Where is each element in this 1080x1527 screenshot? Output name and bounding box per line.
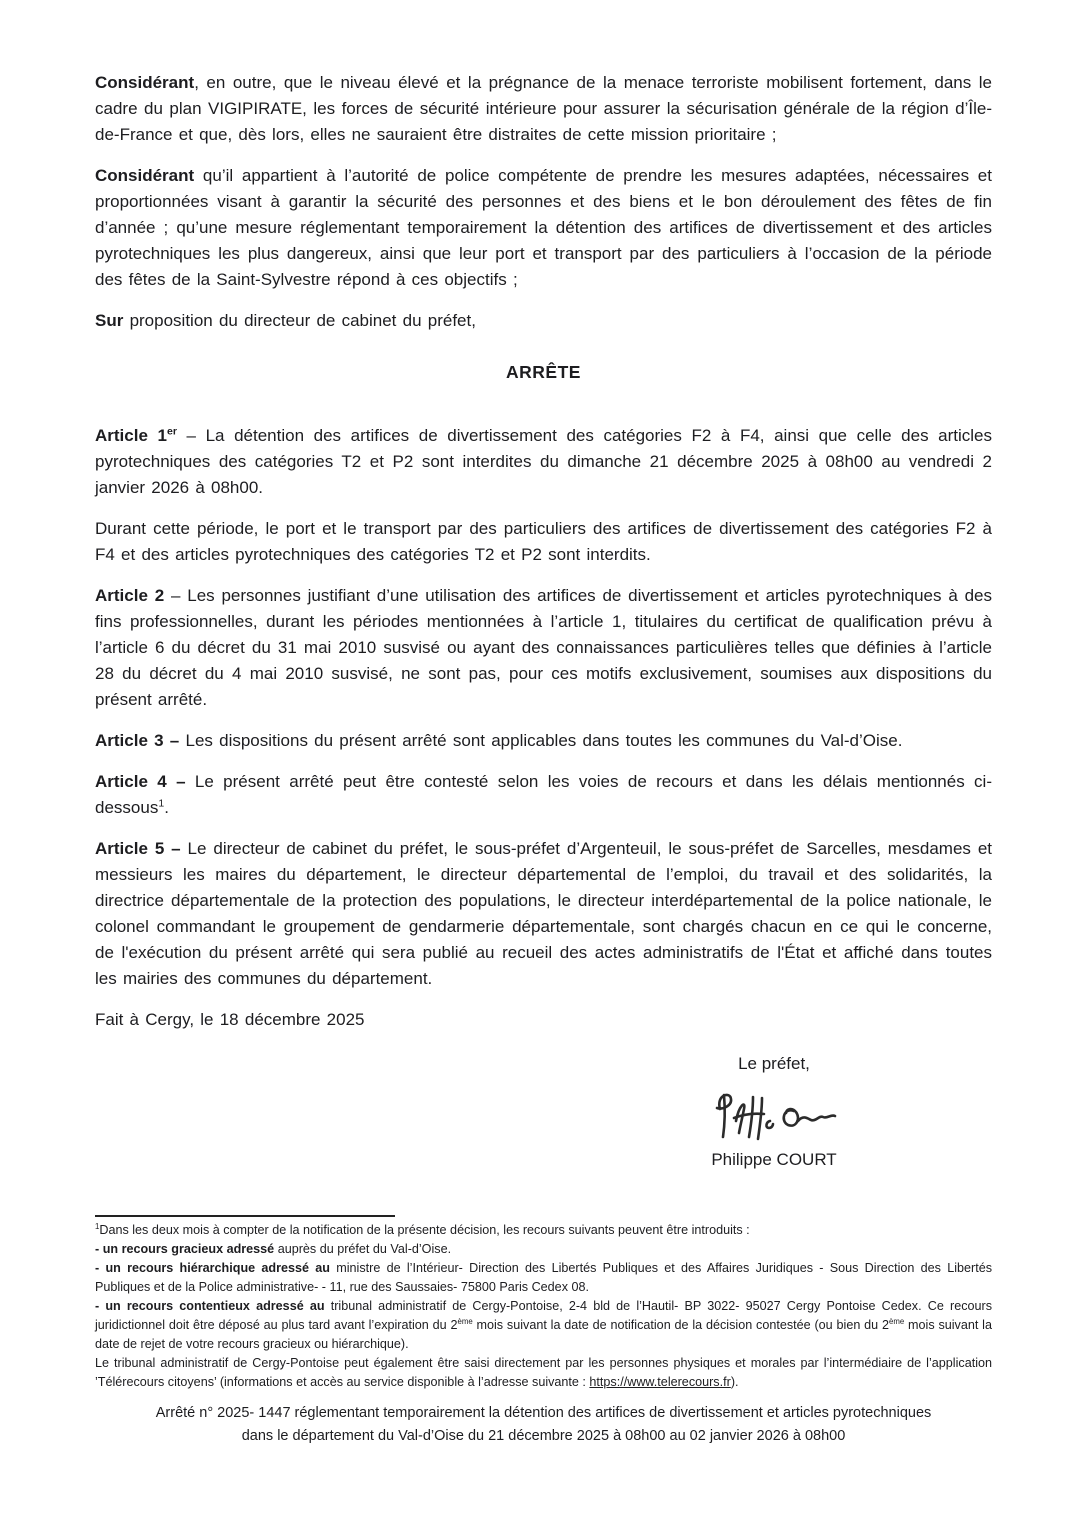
paragraph-durant (95, 516, 992, 568)
footnote-separator (95, 1215, 395, 1217)
paragraph-article-5 (95, 836, 992, 992)
footnote-4-bold: - un recours contentieux adressé au (95, 1299, 325, 1313)
footnote-4-text-2: mois suivant la date de notification de la décision contestée (ou bien du 2 (472, 1318, 890, 1332)
footnote-line-5 (95, 1354, 992, 1392)
footnote-3-bold: - un recours hiérarchique adressé au (95, 1261, 330, 1275)
considerant-1-text: , en outre, que le niveau élevé et la prégnance de la menace terroriste mobilisent fortement, dans le cadre du plan VIGIPIRATE, les forces de sécurité intérieure pour assurer la sécurisation générale de la région d’Île-de-France et que, dès lors, elles ne sauraient être distraites de cette mission prioritaire ; (95, 73, 992, 144)
paragraph-article-3 (95, 728, 992, 754)
sur-text: proposition du directeur de cabinet du préfet, (123, 311, 476, 330)
signature-name: Philippe COURT (711, 1150, 837, 1169)
paragraph-article-4 (95, 769, 992, 821)
signature-handwriting-image (706, 1087, 842, 1143)
decree-reference-caption (95, 1402, 992, 1448)
signature-block (706, 1051, 842, 1173)
footnote-4-sup-1: ème (457, 1316, 473, 1326)
footnote-5-text-2: ). (730, 1375, 739, 1389)
footnote-section (95, 1215, 992, 1392)
article-4-tail: . (164, 798, 169, 817)
footnote-4-text-3: mois suivant la date de rejet de votre recours gracieux ou hiérarchique). (95, 1318, 992, 1351)
footnote-2-text: auprès du préfet du Val-d’Oise. (274, 1242, 452, 1256)
footnote-4-sup-2: ème (889, 1316, 905, 1326)
article-2-text: – Les personnes justifiant d’une utilisation des artifices de divertissement et articles pyrotechniques à des fins professionnelles, durant les périodes mentionnées à l’article 1, titulaires du certificat de qualification prévu à l’article 6 du décret du 31 mai 2010 susvisé ou ayant des connaissances particulières telles que définies à l’article 28 du décret du 4 mai 2010 susvisé, ne sont pas, pour ces motifs exclusivement, soumises aux dispositions du présent arrêté. (95, 586, 992, 709)
sur-lead: Sur (95, 311, 124, 330)
considerant-2-text: qu’il appartient à l’autorité de police compétente de prendre les mesures adaptées, nécessaires et proportionnées visant à garantir la sécurité des personnes et des biens et le bon déroulement des fêtes de fin d’année ; qu’une mesure réglementant temporairement la détention des artifices de divertissement et des articles pyrotechniques les plus dangereux, ainsi que leur port et transport par des particuliers à l’occasion de la période des fêtes de la Saint-Sylvestre répond à ces objectifs ; (95, 166, 992, 289)
footnote-line-3 (95, 1259, 992, 1297)
paragraph-sur-proposition (95, 308, 992, 334)
footnote-line-1 (95, 1221, 992, 1240)
footnote-line-2 (95, 1240, 992, 1259)
footnote-5-text-1: Le tribunal administratif de Cergy-Pontoise peut également être saisi directement par les personnes physiques et morales par l’intermédiaire de l’application ’Télérecours citoyens’ (informations et accès au service disponible à l’adresse suivante : (95, 1356, 992, 1389)
article-1-text: – La détention des artifices de divertissement des catégories F2 à F4, ainsi que celle des articles pyrotechniques des catégories T2 et P2 sont interdites du dimanche 21 décembre 2025 à 08h00 au vendredi 2 janvier 2026 à 08h00. (95, 426, 993, 497)
article-5-text: Le directeur de cabinet du préfet, le sous-préfet d’Argenteuil, le sous-préfet de Sarcelles, mesdames et messieurs les maires du département, le directeur départemental de l’emploi, du travail et des solidarités, la directrice départementale de la protection des populations, le directeur interdépartemental de la police nationale, le colonel commandant le groupement de gendarmerie départementale, sont chargés chacun en ce qui le concerne, de l'exécution du présent arrêté qui sera publié au recueil des actes administratifs de l'État et affiché dans toutes les mairies des communes du département. (95, 839, 993, 988)
caption-line-1: Arrêté n° 2025- 1447 réglementant temporairement la détention des artifices de divertissement et articles pyrotechniques (155, 1405, 932, 1421)
paragraph-considerant-2 (95, 163, 992, 293)
article-3-text: Les dispositions du présent arrêté sont applicables dans toutes les communes du Val-d’Oise. (179, 731, 903, 750)
date-place-line: Fait à Cergy, le 18 décembre 2025 (95, 1010, 365, 1029)
footnote-3-text: ministre de l’Intérieur- Direction des Libertés Publiques et des Affaires Juridiques - Sous Direction des Libertés Publiques et de la Police administrative- - 11, rue des Saussaies- 75800 Paris Cedex 08. (95, 1261, 993, 1294)
signature-title: Le préfet, (738, 1054, 810, 1073)
article-4-lead: Article 4 – (95, 772, 186, 791)
paragraph-article-1 (95, 423, 992, 501)
considerant-2-lead: Considérant (95, 166, 195, 185)
footnote-2-bold: - un recours gracieux adressé (95, 1242, 275, 1256)
article-1-sup: er (166, 425, 177, 438)
article-5-lead: Article 5 – (95, 839, 181, 858)
footnote-1-text: Dans les deux mois à compter de la notification de la présente décision, les recours suivants peuvent être introduits : (99, 1223, 750, 1237)
paragraph-article-2 (95, 583, 992, 713)
considerant-1-lead: Considérant (95, 73, 195, 92)
footnote-1-marker: 1 (95, 1221, 100, 1231)
article-1-lead: Article 1er (95, 425, 177, 445)
article-2-lead: Article 2 (95, 586, 165, 605)
arrete-heading: ARRÊTE (506, 362, 581, 382)
article-4-text: Le présent arrêté peut être contesté selon les voies de recours et dans les délais mentionnés ci-dessous (95, 772, 992, 817)
article-4-footnote-ref: 1 (158, 797, 165, 810)
footnote-line-4 (95, 1297, 992, 1354)
footnote-4-text-1: tribunal administratif de Cergy-Pontoise, 2-4 bld de l’Hautil- BP 3022- 95027 Cergy Pontoise Cedex. Ce recours juridictionnel doit être déposé au plus tard avant l’expiration du 2 (95, 1299, 992, 1332)
telerecours-link[interactable]: https://www.telerecours.fr (589, 1375, 731, 1389)
paragraph-considerant-1 (95, 70, 992, 148)
durant-text: Durant cette période, le port et le transport par des particuliers des artifices de divertissement des catégories F2 à F4 et des articles pyrotechniques des catégories T2 et P2 sont interdits. (95, 519, 992, 564)
caption-line-2: dans le département du Val-d’Oise du 21 décembre 2025 à 08h00 au 02 janvier 2026 à 08h00 (241, 1428, 846, 1444)
article-3-lead: Article 3 – (95, 731, 180, 750)
